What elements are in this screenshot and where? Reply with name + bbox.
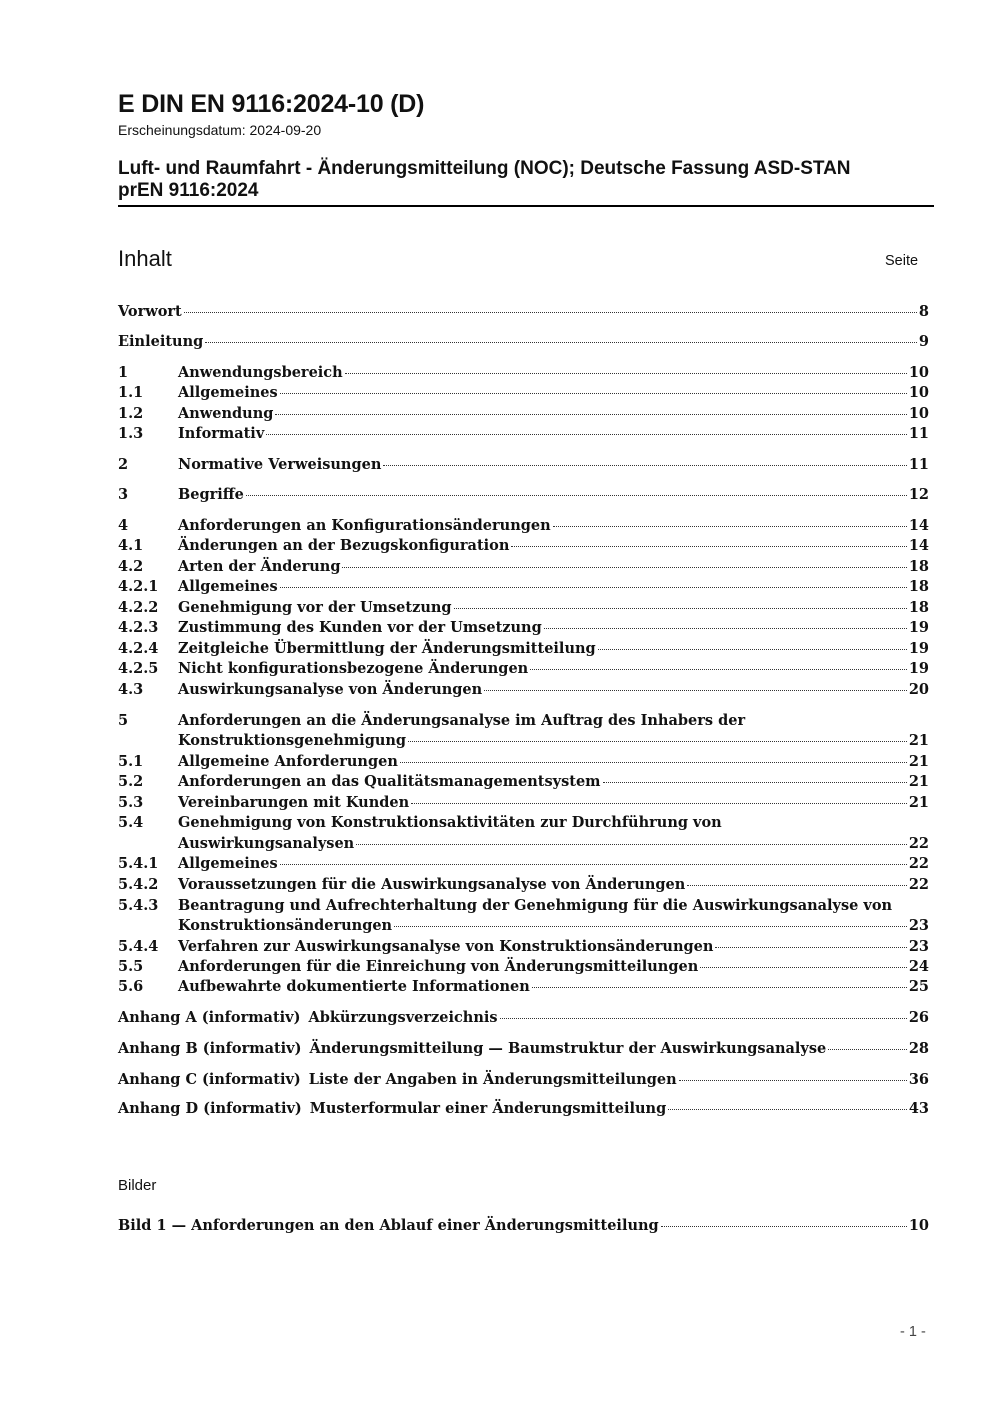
toc-entry[interactable]: [118, 598, 929, 618]
toc-entry-title: Anwendung: [178, 405, 274, 422]
toc-entry-page: 22: [908, 855, 929, 872]
toc-entry-number: 4.3: [118, 681, 144, 698]
toc-entry-title: Anforderungen an Konfigurationsänderungen: [178, 517, 551, 534]
toc-entry-page: 21: [908, 773, 929, 790]
toc-leader-dots: [511, 545, 906, 547]
toc-entry-title: Voraussetzungen für die Auswirkungsanalyse von Änderungen: [178, 876, 686, 893]
toc-entry-title: Konstruktionsänderungen: [178, 917, 393, 934]
toc-entry-title: Einleitung: [118, 333, 204, 350]
toc-entry-page: 26: [908, 1009, 929, 1026]
toc-entry-page: 18: [908, 599, 929, 616]
toc-leader-dots: [530, 668, 907, 670]
toc-leader-dots: [184, 311, 917, 313]
toc-entry-title: Auswirkungsanalysen: [178, 835, 355, 852]
toc-entry-number: 3: [118, 486, 129, 503]
toc-entry-page: 14: [908, 537, 929, 554]
subtitle-line-1: Luft- und Raumfahrt - Änderungsmitteilung (NOC); Deutsche Fassung ASD-STAN: [118, 158, 851, 179]
toc-entry[interactable]: [118, 383, 929, 403]
toc-leader-dots: [553, 525, 907, 527]
toc-entry-title: Vereinbarungen mit Kunden: [178, 794, 410, 811]
toc-entry-number: 4.1: [118, 537, 144, 554]
toc-leader-dots: [275, 413, 906, 415]
header-divider: [118, 205, 934, 207]
toc-entry-number: 5.2: [118, 773, 144, 790]
toc-entry[interactable]: [118, 516, 929, 536]
toc-entry-page: 21: [908, 732, 929, 749]
toc-entry-number: 5.4.1: [118, 855, 159, 872]
toc-entry-number: Anhang C (informativ): [118, 1071, 301, 1088]
toc-entry-number: 4.2.4: [118, 640, 159, 657]
page-number: - 1 -: [900, 1324, 926, 1340]
toc-entry-number: 1.2: [118, 405, 144, 422]
toc-entry-title: Abkürzungsverzeichnis: [308, 1009, 498, 1026]
toc-entry-title-line[interactable]: Anforderungen an die Änderungsanalyse im Auftrag des Inhabers der: [178, 712, 746, 729]
toc-entry[interactable]: [118, 680, 929, 700]
toc-entry-number: Anhang A (informativ): [118, 1009, 301, 1026]
toc-entry-number: 4.2.2: [118, 599, 159, 616]
toc-entry-number: 5.5: [118, 958, 144, 975]
toc-leader-dots: [411, 802, 907, 804]
toc-entry-page: 23: [908, 917, 929, 934]
toc-entry-page: 19: [908, 640, 929, 657]
toc-entry-number: 2: [118, 456, 129, 473]
toc-leader-dots: [342, 566, 906, 568]
toc-entry-page: 24: [908, 958, 929, 975]
toc-leader-dots: [603, 781, 907, 783]
toc-entry[interactable]: [118, 639, 929, 659]
toc-leader-dots: [687, 884, 907, 886]
toc-entry-page: 11: [908, 456, 929, 473]
toc-entry[interactable]: [118, 1008, 929, 1028]
toc-entry-page: 9: [918, 333, 929, 350]
toc-entry-page: 21: [908, 794, 929, 811]
toc-entry-page: 12: [908, 486, 929, 503]
toc-entry-number: 5.4.2: [118, 876, 159, 893]
toc-entry-title: Allgemeine Anforderungen: [178, 753, 398, 770]
toc-entry-title: Anforderungen an das Qualitätsmanagementsystem: [178, 773, 601, 790]
toc-entry-number: 4.2.5: [118, 660, 159, 677]
toc-entry-number: 4: [118, 517, 129, 534]
toc-entry[interactable]: [118, 1070, 929, 1090]
toc-entry-page: 20: [908, 681, 929, 698]
toc-entry[interactable]: [118, 957, 929, 977]
toc-entry-page: 43: [908, 1100, 929, 1117]
toc-entry-page: 14: [908, 517, 929, 534]
toc-entry-title-line[interactable]: Genehmigung von Konstruktionsaktivitäten zur Durchführung von: [178, 814, 722, 831]
toc-leader-dots: [661, 1225, 907, 1227]
publication-date: Erscheinungsdatum: 2024-09-20: [118, 122, 322, 138]
toc-entry-title: Aufbewahrte dokumentierte Informationen: [178, 978, 530, 995]
toc-entry-number: 1.1: [118, 384, 144, 401]
subtitle-line-2: prEN 9116:2024: [118, 180, 259, 201]
toc-leader-dots: [280, 392, 907, 394]
figure-entry[interactable]: [118, 1216, 929, 1236]
toc-leader-dots: [394, 925, 907, 927]
toc-entry-title: Anforderungen für die Einreichung von Änderungsmitteilungen: [178, 958, 699, 975]
toc-entry-title: Verfahren zur Auswirkungsanalyse von Konstruktionsänderungen: [178, 938, 714, 955]
toc-entry-page: 21: [908, 753, 929, 770]
figure-entry-page: 10: [908, 1217, 929, 1234]
toc-entry-page: 25: [908, 978, 929, 995]
toc-entry-title: Auswirkungsanalyse von Änderungen: [178, 681, 483, 698]
toc-entry-page: 28: [908, 1040, 929, 1057]
toc-entry-title: Liste der Angaben in Änderungsmitteilungen: [308, 1071, 677, 1088]
toc-entry-number: 4.2.1: [118, 578, 159, 595]
toc-leader-dots: [679, 1079, 907, 1081]
toc-entry-title: Begriffe: [178, 486, 244, 503]
toc-entry[interactable]: [118, 363, 929, 383]
toc-entry-title: Zustimmung des Kunden vor der Umsetzung: [178, 619, 542, 636]
toc-entry[interactable]: [118, 577, 929, 597]
toc-entry[interactable]: [118, 659, 929, 679]
toc-entry-page: 10: [908, 364, 929, 381]
figure-entry-title: Bild 1 — Anforderungen an den Ablauf einer Änderungsmitteilung: [118, 1217, 659, 1234]
toc-leader-dots: [598, 648, 907, 650]
toc-entry[interactable]: [118, 302, 929, 322]
toc-entry-page: 19: [908, 619, 929, 636]
toc-leader-dots: [454, 607, 907, 609]
toc-entry-number: 1: [118, 364, 129, 381]
toc-entry-title: Vorwort: [118, 303, 182, 320]
toc-entry[interactable]: [118, 752, 929, 772]
toc-entry[interactable]: [118, 424, 929, 444]
toc-leader-dots: [700, 966, 907, 968]
toc-entry[interactable]: [118, 793, 929, 813]
toc-entry-page: 10: [908, 405, 929, 422]
toc-leader-dots: [484, 689, 907, 691]
toc-entry-title: Anwendungsbereich: [178, 364, 343, 381]
toc-entry-title: Musterformular einer Änderungsmitteilung: [309, 1100, 667, 1117]
toc-entry-title: Änderungen an der Bezugskonfiguration: [178, 537, 510, 554]
toc-leader-dots: [356, 843, 907, 845]
toc-entry-title-line[interactable]: Beantragung und Aufrechterhaltung der Genehmigung für die Auswirkungsanalyse von: [178, 897, 893, 914]
toc-entry[interactable]: [118, 916, 929, 936]
toc-entry[interactable]: [118, 404, 929, 424]
toc-entry[interactable]: [118, 937, 929, 957]
toc-entry-number: 5.3: [118, 794, 144, 811]
toc-entry[interactable]: [118, 1099, 929, 1119]
toc-entry-page: 36: [908, 1071, 929, 1088]
toc-entry-title: Arten der Änderung: [178, 558, 341, 575]
toc-entry[interactable]: [118, 332, 929, 352]
toc-entry[interactable]: [118, 875, 929, 895]
toc-leader-dots: [246, 494, 907, 496]
toc-entry-page: 18: [908, 558, 929, 575]
toc-leader-dots: [266, 433, 907, 435]
toc-entry-title: Änderungsmitteilung — Baumstruktur der Auswirkungsanalyse: [309, 1040, 827, 1057]
document-title: E DIN EN 9116:2024-10 (D): [118, 90, 425, 118]
toc-entry-page: 10: [908, 384, 929, 401]
toc-entry[interactable]: [118, 618, 929, 638]
toc-leader-dots: [345, 372, 907, 374]
toc-entry[interactable]: [118, 485, 929, 505]
toc-entry[interactable]: [118, 536, 929, 556]
toc-entry-number: 5.4.3: [118, 897, 159, 914]
toc-entry[interactable]: [118, 731, 929, 751]
toc-leader-dots: [668, 1108, 907, 1110]
toc-leader-dots: [400, 761, 907, 763]
toc-entry[interactable]: [118, 977, 929, 997]
toc-heading: Inhalt: [118, 246, 172, 271]
toc-entry-title: Allgemeines: [178, 578, 278, 595]
toc-entry-title: Informativ: [178, 425, 265, 442]
toc-leader-dots: [500, 1017, 907, 1019]
toc-entry-title: Genehmigung vor der Umsetzung: [178, 599, 452, 616]
toc-entry-number: 1.3: [118, 425, 144, 442]
toc-entry-title: Allgemeines: [178, 384, 278, 401]
toc-leader-dots: [280, 586, 907, 588]
toc-entry-number: 5.4: [118, 814, 144, 831]
toc-entry-number: Anhang B (informativ): [118, 1040, 302, 1057]
toc-entry[interactable]: [118, 834, 929, 854]
toc-entry[interactable]: [118, 772, 929, 792]
toc-leader-dots: [408, 740, 907, 742]
toc-leader-dots: [544, 627, 907, 629]
toc-page-column-label: Seite: [885, 253, 919, 269]
toc-entry-page: 22: [908, 876, 929, 893]
toc-leader-dots: [828, 1048, 907, 1050]
toc-entry-number: 5.4.4: [118, 938, 159, 955]
toc-entry-page: 18: [908, 578, 929, 595]
toc-entry[interactable]: [118, 854, 929, 874]
toc-entry-page: 23: [908, 938, 929, 955]
toc-entry-title: Nicht konfigurationsbezogene Änderungen: [178, 660, 529, 677]
toc-entry-number: 5: [118, 712, 129, 729]
toc-entry-page: 11: [908, 425, 929, 442]
toc-entry-title: Zeitgleiche Übermittlung der Änderungsmitteilung: [178, 640, 596, 657]
toc-leader-dots: [383, 464, 906, 466]
toc-leader-dots: [715, 946, 906, 948]
toc-leader-dots: [532, 986, 907, 988]
toc-entry-number: 5.6: [118, 978, 144, 995]
toc-entry[interactable]: [118, 1039, 929, 1059]
toc-entry-title: Allgemeines: [178, 855, 278, 872]
toc-entry-page: 8: [918, 303, 929, 320]
toc-leader-dots: [280, 863, 907, 865]
toc-entry-title: Normative Verweisungen: [178, 456, 382, 473]
toc-entry-number: 4.2.3: [118, 619, 159, 636]
toc-leader-dots: [205, 341, 917, 343]
toc-entry-page: 19: [908, 660, 929, 677]
toc-entry-number: 4.2: [118, 558, 144, 575]
toc-entry-number: 5.1: [118, 753, 144, 770]
toc-entry[interactable]: [118, 557, 929, 577]
document-subtitle: [118, 158, 928, 202]
toc-entry-number: Anhang D (informativ): [118, 1100, 302, 1117]
figures-heading: Bilder: [118, 1177, 157, 1194]
toc-entry[interactable]: [118, 455, 929, 475]
toc-entry-title: Konstruktionsgenehmigung: [178, 732, 407, 749]
toc-entry-page: 22: [908, 835, 929, 852]
